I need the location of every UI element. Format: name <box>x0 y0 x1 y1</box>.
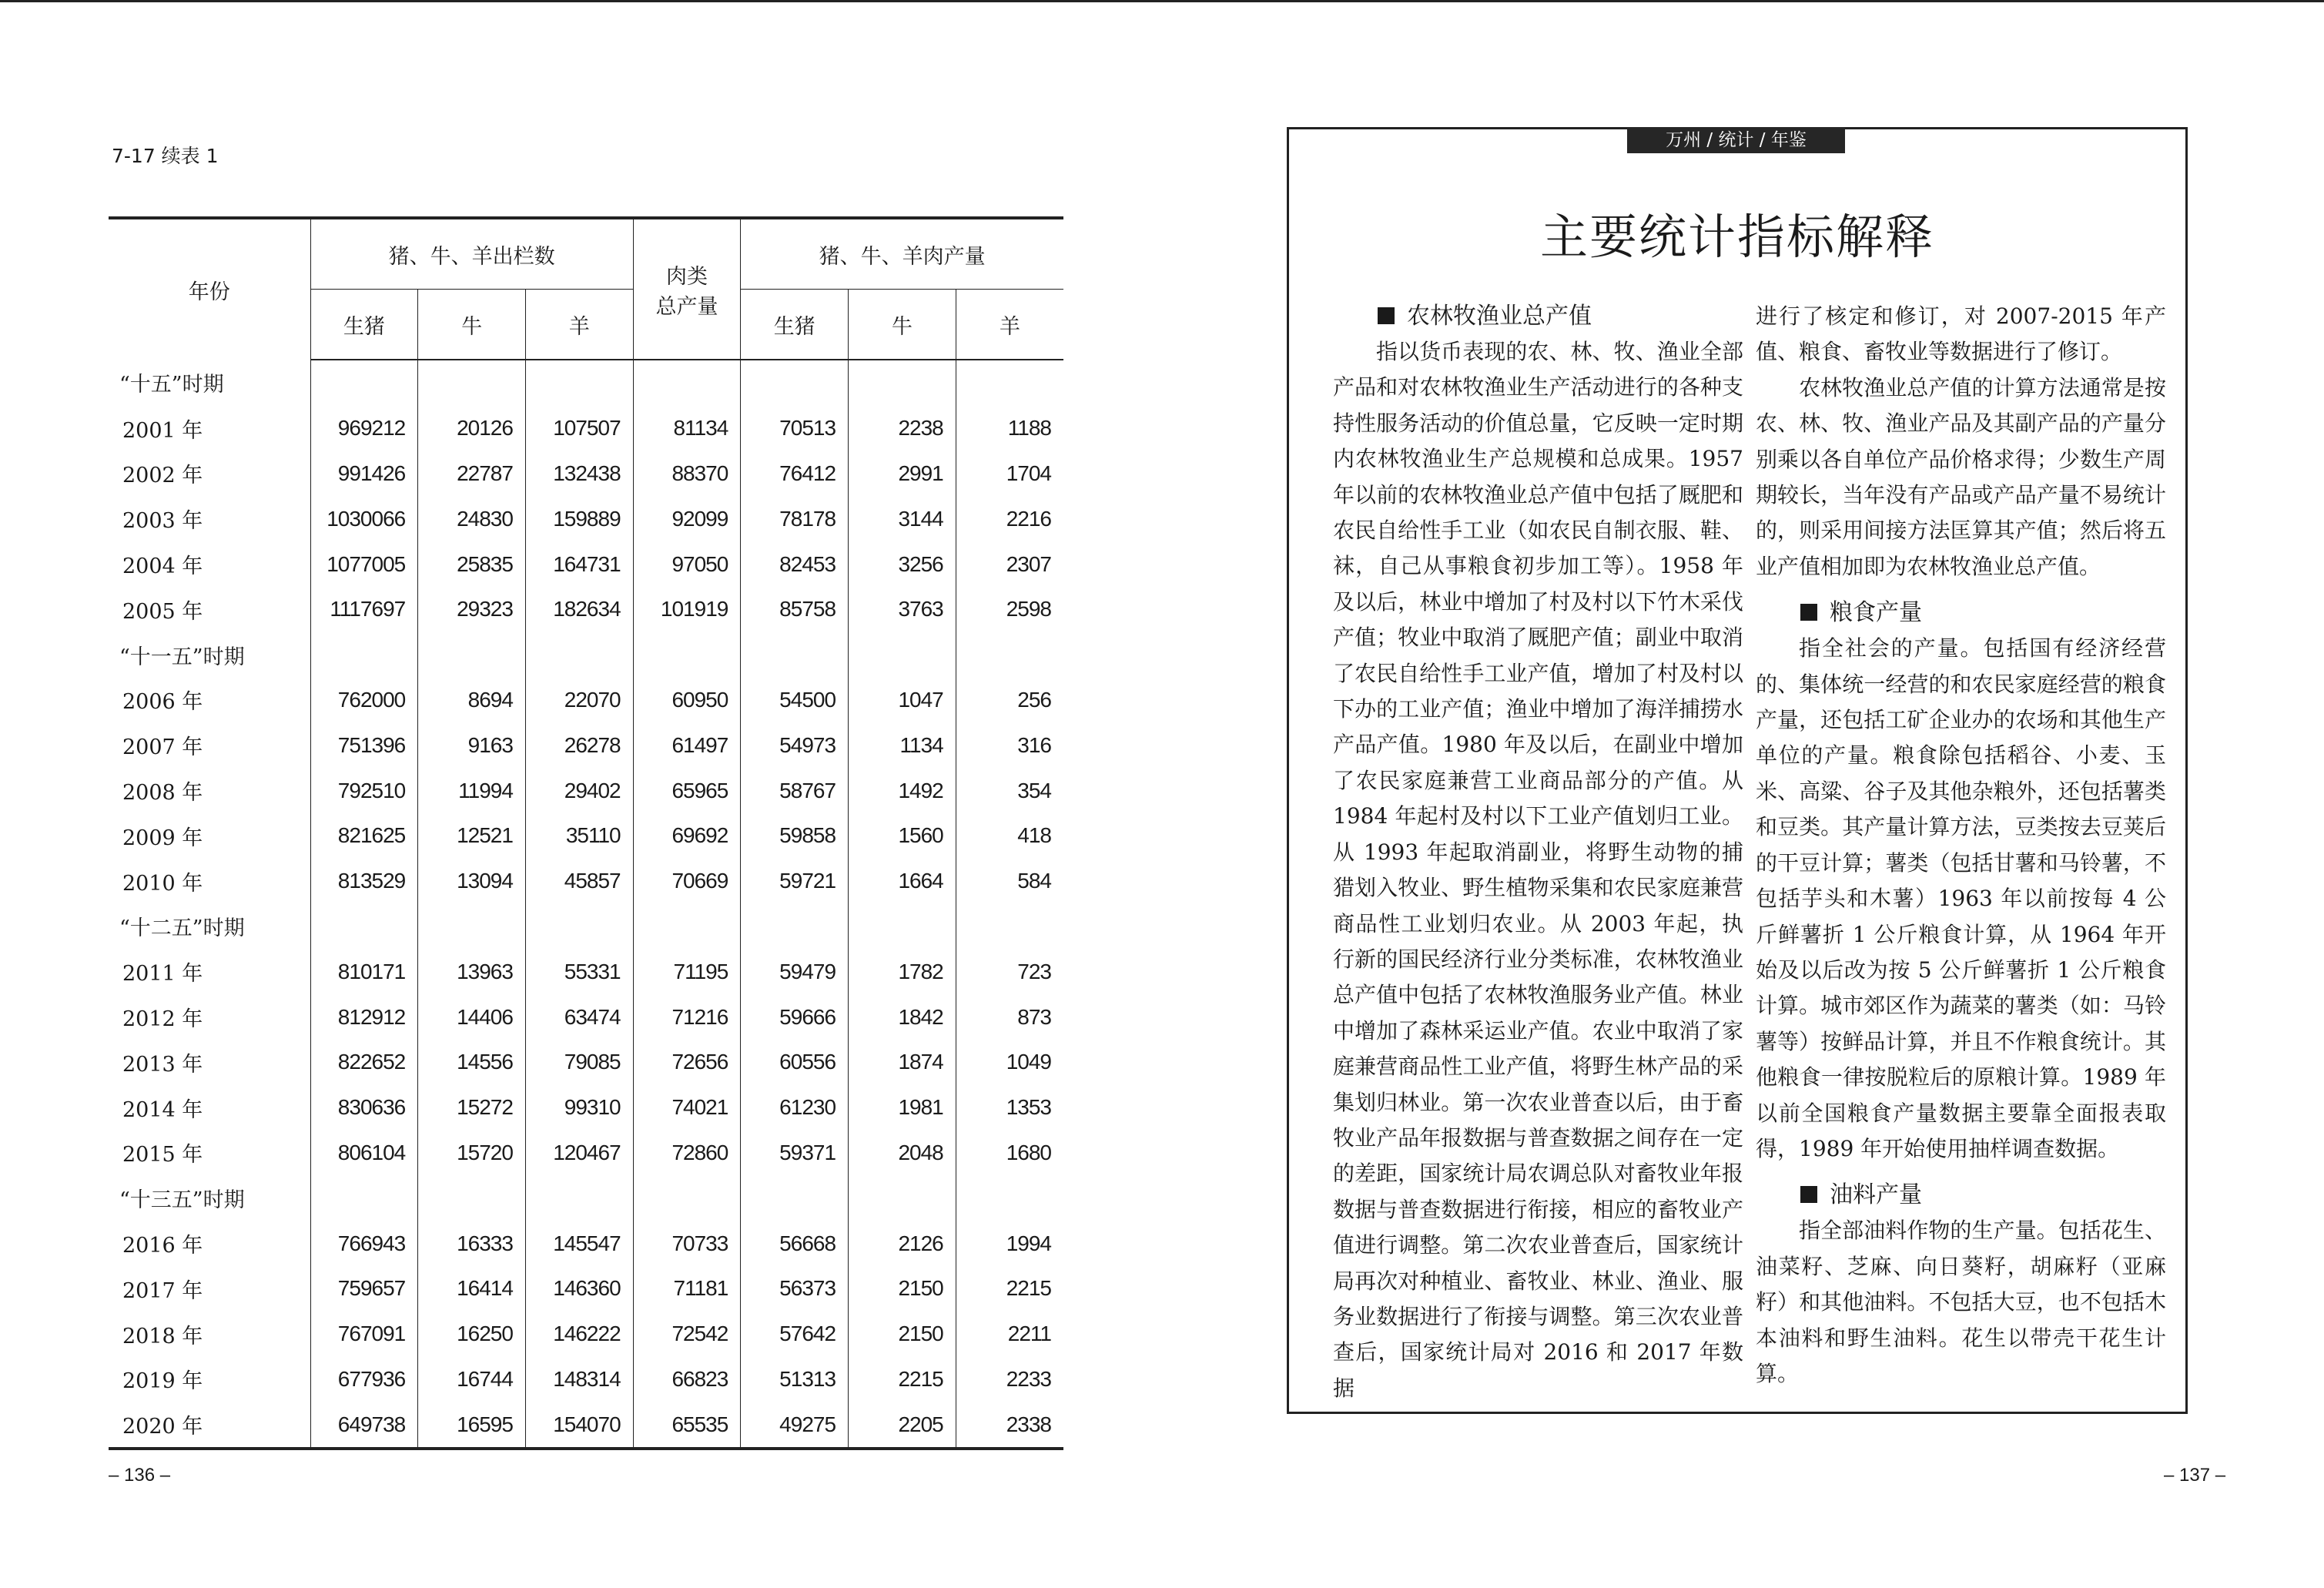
table-cell: 3256 <box>849 541 956 587</box>
table-cell: 20126 <box>418 406 526 451</box>
table-row <box>109 994 1063 1040</box>
table-cell: 51313 <box>741 1357 849 1402</box>
table-cell: 59721 <box>741 859 849 904</box>
paragraph-grain: 指全社会的产量。包括国有经济经营的、集体统一经营的和农民家庭经营的粮食产量，还包括工矿企业办的农场和其他生产单位的产量。粮食除包括稻谷、小麦、玉米、高粱、谷子及其他杂粮外，还包括薯类和豆类。其产量计算方法，豆类按去豆荚后的干豆计算；薯类（包括甘薯和马铃薯，不包括芋头和木薯）1963 年以前按每 4 公斤鲜薯折 1 公斤粮食计算，从 1964 年开始及以后改为按 5 公斤鲜薯折 1 公斤粮食计算。城市郊区作为蔬菜的薯类（如：马铃薯等）按鲜品计算，并且不作粮食统计。其他粮食一律按脱粒后的原粮计算。1989 年以前全国粮食产量数据主要靠全面报表取得，1989 年开始使用抽样调查数据。 <box>1756 635 2166 1161</box>
year-label: 2006 年 <box>122 690 203 715</box>
yearbook-banner: 万州 / 统计 / 年鉴 <box>1627 127 1845 153</box>
table-row <box>109 1085 1063 1131</box>
table-cell: 99310 <box>525 1085 633 1131</box>
text-column-right <box>1756 299 2166 1392</box>
table-cell: 85758 <box>741 587 849 632</box>
table-cell: 2338 <box>956 1402 1063 1449</box>
year-label: 2003 年 <box>122 509 203 534</box>
period-label: “十五”时期 <box>119 373 224 397</box>
table-cell: 60950 <box>633 678 741 723</box>
year-label: 2008 年 <box>122 781 203 806</box>
table-cell: 677936 <box>310 1357 418 1402</box>
empty-cell <box>956 904 1063 950</box>
section-heading-output-value: 农林牧渔业总产值 <box>1333 299 1743 334</box>
table-cell: 56668 <box>741 1221 849 1266</box>
empty-cell <box>956 1175 1063 1221</box>
table-row <box>109 722 1063 768</box>
empty-cell <box>310 360 418 406</box>
year-label: 2018 年 <box>122 1324 203 1348</box>
text-column-left <box>1333 299 1743 1406</box>
table-cell: 49275 <box>741 1402 849 1449</box>
table-cell: 1842 <box>849 994 956 1040</box>
period-label: “十一五”时期 <box>119 645 245 669</box>
table-cell: 182634 <box>525 587 633 632</box>
table-cell: 132438 <box>525 451 633 497</box>
table-cell: 22787 <box>418 451 526 497</box>
table-cell: 16595 <box>418 1402 526 1449</box>
table-cell: 16333 <box>418 1221 526 1266</box>
period-row <box>109 632 1063 678</box>
paragraph-continuation: 进行了核定和修订，对 2007-2015 年产值、粮食、畜牧业等数据进行了修订。 <box>1756 303 2166 365</box>
table-cell: 2215 <box>849 1357 956 1402</box>
table-cell: 97050 <box>633 541 741 587</box>
table-cell: 2150 <box>849 1266 956 1312</box>
table-cell: 1030066 <box>310 496 418 541</box>
table-cell: 830636 <box>310 1085 418 1131</box>
table-cell: 822652 <box>310 1040 418 1085</box>
table-cell: 2215 <box>956 1266 1063 1312</box>
year-label: 2010 年 <box>122 871 203 896</box>
empty-cell <box>310 632 418 678</box>
header-meat-output-group: 猪、牛、羊肉产量 <box>741 218 1063 290</box>
table-cell: 2048 <box>849 1131 956 1176</box>
table-cell: 71195 <box>633 949 741 994</box>
table-cell: 1047 <box>849 678 956 723</box>
empty-cell <box>741 632 849 678</box>
table-row <box>109 496 1063 541</box>
empty-cell <box>418 1175 526 1221</box>
table-cell: 145547 <box>525 1221 633 1266</box>
table-cell: 35110 <box>525 813 633 859</box>
period-row <box>109 1175 1063 1221</box>
table-cell: 1560 <box>849 813 956 859</box>
table-cell: 65535 <box>633 1402 741 1449</box>
table-cell: 154070 <box>525 1402 633 1449</box>
table-cell: 59479 <box>741 949 849 994</box>
section-heading-grain: 粮食产量 <box>1756 595 2166 631</box>
table-cell: 1492 <box>849 768 956 813</box>
year-label: 2002 年 <box>122 464 203 488</box>
table-cell: 107507 <box>525 406 633 451</box>
empty-cell <box>849 632 956 678</box>
table-cell: 2307 <box>956 541 1063 587</box>
empty-cell <box>633 1175 741 1221</box>
table-cell: 1782 <box>849 949 956 994</box>
header-slaughter-group: 猪、牛、羊出栏数 <box>310 218 633 290</box>
table-cell: 65965 <box>633 768 741 813</box>
table-cell: 56373 <box>741 1266 849 1312</box>
table-cell: 767091 <box>310 1312 418 1357</box>
table-cell: 92099 <box>633 496 741 541</box>
page-number-right: – 137 – <box>2164 1465 2226 1486</box>
table-cell: 82453 <box>741 541 849 587</box>
table-cell: 120467 <box>525 1131 633 1176</box>
table-cell: 2211 <box>956 1312 1063 1357</box>
table-cell: 1188 <box>956 406 1063 451</box>
table-row <box>109 1131 1063 1176</box>
table-cell: 148314 <box>525 1357 633 1402</box>
paragraph-output-value: 指以货币表现的农、林、牧、渔业全部产品和对农林牧渔业生产活动进行的各种支持性服务活动的价值总量，它反映一定时期内农林牧渔业生产总规模和总成果。1957 年以前的农林牧渔业总产值中包括了厩肥和农民自给性手工业（如农民自制衣服、鞋、袜，自己从事粮食初步加工等）。1958 年及以后，林业中增加了村及村以下竹木采伐产值；牧业中取消了厩肥产值；副业中取消了农民自给性手工业产值，增加了村及村以下办的工业产值；渔业中增加了海洋捕捞水产品产值。1980 年及以后，在副业中增加了农民家庭兼营工业商品部分的产值。从 1984 年起村及村以下工业产值划归工业。从 1993 年起取消副业，将野生动物的捕猎划入牧业、野生植物采集和农民家庭兼营商品性工业划归农业。从 2003 年起，执行新的国民经济行业分类标准，农林牧渔业总产值中包括了农林牧渔服务业产值。林业中增加了森林采运业产值。农业中取消了家庭兼营商品性工业产值，将野生林产品的采集划归林业。第一次农业普查以后，由于畜牧业产品年报数据与普查数据之间存在一定的差距，国家统计局农调总队对畜牧业年报数据与普查数据进行衔接，相应的畜牧业产值进行调整。第二次农业普查后，国家统计局再次对种植业、畜牧业、林业、渔业、服务业数据进行了衔接与调整。第三次农业普查后，国家统计局对 2016 和 2017 年数据 <box>1333 339 1743 1401</box>
table-cell: 584 <box>956 859 1063 904</box>
table-cell: 70669 <box>633 859 741 904</box>
table-cell: 164731 <box>525 541 633 587</box>
table-cell: 71181 <box>633 1266 741 1312</box>
empty-cell <box>633 632 741 678</box>
table-cell: 12521 <box>418 813 526 859</box>
table-cell: 72542 <box>633 1312 741 1357</box>
table-cell: 71216 <box>633 994 741 1040</box>
table-row <box>109 406 1063 451</box>
empty-cell <box>418 360 526 406</box>
table-cell: 72860 <box>633 1131 741 1176</box>
header-cattle: 牛 <box>418 290 526 360</box>
livestock-table <box>109 216 1063 1450</box>
table-cell: 76412 <box>741 451 849 497</box>
table-cell: 2598 <box>956 587 1063 632</box>
empty-cell <box>525 904 633 950</box>
table-row <box>109 859 1063 904</box>
table-cell: 146360 <box>525 1266 633 1312</box>
period-label: “十三五”时期 <box>119 1188 245 1213</box>
table-row <box>109 1312 1063 1357</box>
table-cell: 15272 <box>418 1085 526 1131</box>
table-cell: 3144 <box>849 496 956 541</box>
table-cell: 16414 <box>418 1266 526 1312</box>
empty-cell <box>633 904 741 950</box>
table-row <box>109 813 1063 859</box>
table-cell: 79085 <box>525 1040 633 1085</box>
table-cell: 55331 <box>525 949 633 994</box>
square-bullet-icon <box>1800 604 1817 621</box>
section-heading-oilseed: 油料产量 <box>1756 1178 2166 1213</box>
table-cell: 1049 <box>956 1040 1063 1085</box>
table-cell: 873 <box>956 994 1063 1040</box>
table-cell: 1117697 <box>310 587 418 632</box>
table-cell: 2216 <box>956 496 1063 541</box>
table-cell: 1680 <box>956 1131 1063 1176</box>
table-cell: 751396 <box>310 722 418 768</box>
paragraph-oilseed: 指全部油料作物的生产量。包括花生、油菜籽、芝麻、向日葵籽，胡麻籽（亚麻籽）和其他油料。不包括大豆，也不包括木本油料和野生油料。花生以带壳干花生计算。 <box>1756 1218 2166 1386</box>
table-cell: 256 <box>956 678 1063 723</box>
year-label: 2012 年 <box>122 1007 203 1032</box>
table-cell: 29402 <box>525 768 633 813</box>
square-bullet-icon <box>1800 1186 1817 1203</box>
table-cell: 806104 <box>310 1131 418 1176</box>
table-cell: 74021 <box>633 1085 741 1131</box>
table-cell: 2126 <box>849 1221 956 1266</box>
table-cell: 969212 <box>310 406 418 451</box>
header-year: 年份 <box>188 280 230 304</box>
year-label: 2011 年 <box>122 962 203 987</box>
table-row <box>109 1357 1063 1402</box>
table-row <box>109 1040 1063 1085</box>
table-cell: 14406 <box>418 994 526 1040</box>
table-cell: 810171 <box>310 949 418 994</box>
period-row <box>109 360 1063 406</box>
year-label: 2020 年 <box>109 1402 310 1449</box>
empty-cell <box>418 632 526 678</box>
table-cell: 759657 <box>310 1266 418 1312</box>
table-cell: 2991 <box>849 451 956 497</box>
year-label: 2019 年 <box>122 1369 203 1394</box>
table-cell: 61497 <box>633 722 741 768</box>
table-row <box>109 1266 1063 1312</box>
year-label: 2014 年 <box>122 1097 203 1122</box>
table-cell: 22070 <box>525 678 633 723</box>
header-cattle-meat: 牛 <box>849 290 956 360</box>
empty-cell <box>418 904 526 950</box>
table-cell: 1353 <box>956 1085 1063 1131</box>
table-cell: 991426 <box>310 451 418 497</box>
header-pig-meat: 生猪 <box>741 290 849 360</box>
top-rule <box>0 0 2324 2</box>
table-cell: 1664 <box>849 859 956 904</box>
table-cell: 146222 <box>525 1312 633 1357</box>
table-cell: 45857 <box>525 859 633 904</box>
year-label: 2015 年 <box>122 1143 203 1168</box>
table-cell: 72656 <box>633 1040 741 1085</box>
empty-cell <box>849 360 956 406</box>
empty-cell <box>741 360 849 406</box>
table-cell: 766943 <box>310 1221 418 1266</box>
empty-cell <box>310 1175 418 1221</box>
period-label: “十二五”时期 <box>119 916 245 941</box>
empty-cell <box>633 360 741 406</box>
table-cell: 88370 <box>633 451 741 497</box>
page-title: 主要统计指标解释 <box>1539 209 1934 265</box>
table-cell: 2238 <box>849 406 956 451</box>
empty-cell <box>956 632 1063 678</box>
table-cell: 2150 <box>849 1312 956 1357</box>
table-cell: 316 <box>956 722 1063 768</box>
table-row <box>109 1221 1063 1266</box>
table-title: 7-17 续表 1 <box>112 145 219 167</box>
table-row <box>109 1402 1063 1449</box>
table-cell: 1134 <box>849 722 956 768</box>
year-label: 2001 年 <box>122 418 203 443</box>
table-cell: 11994 <box>418 768 526 813</box>
table-cell: 13094 <box>418 859 526 904</box>
table-cell: 58767 <box>741 768 849 813</box>
empty-cell <box>525 1175 633 1221</box>
table-cell: 3763 <box>849 587 956 632</box>
table-cell: 812912 <box>310 994 418 1040</box>
header-sheep-meat: 羊 <box>956 290 1063 360</box>
page-number-left: – 136 – <box>109 1465 171 1486</box>
table-cell: 26278 <box>525 722 633 768</box>
table-cell: 54500 <box>741 678 849 723</box>
table-cell: 54973 <box>741 722 849 768</box>
empty-cell <box>741 1175 849 1221</box>
table-cell: 66823 <box>633 1357 741 1402</box>
table-cell: 101919 <box>633 587 741 632</box>
year-label: 2005 年 <box>122 599 203 624</box>
table-cell: 792510 <box>310 768 418 813</box>
table-cell: 69692 <box>633 813 741 859</box>
table-cell: 159889 <box>525 496 633 541</box>
table-cell: 57642 <box>741 1312 849 1357</box>
year-label: 2007 年 <box>122 735 203 760</box>
year-label: 2017 年 <box>122 1278 203 1303</box>
table-cell: 61230 <box>741 1085 849 1131</box>
empty-cell <box>310 904 418 950</box>
header-sheep: 羊 <box>525 290 633 360</box>
table-cell: 13963 <box>418 949 526 994</box>
table-cell: 9163 <box>418 722 526 768</box>
table-cell: 813529 <box>310 859 418 904</box>
table-cell: 14556 <box>418 1040 526 1085</box>
table-cell: 1994 <box>956 1221 1063 1266</box>
header-pig: 生猪 <box>310 290 418 360</box>
table-cell: 821625 <box>310 813 418 859</box>
table-row <box>109 587 1063 632</box>
table-cell: 1981 <box>849 1085 956 1131</box>
table-cell: 59371 <box>741 1131 849 1176</box>
header-meat-total: 肉类 总产量 <box>633 218 741 360</box>
table-cell: 649738 <box>310 1402 418 1449</box>
empty-cell <box>525 632 633 678</box>
table-cell: 2233 <box>956 1357 1063 1402</box>
empty-cell <box>956 360 1063 406</box>
empty-cell <box>849 904 956 950</box>
table-cell: 29323 <box>418 587 526 632</box>
square-bullet-icon <box>1378 307 1395 324</box>
table-cell: 1077005 <box>310 541 418 587</box>
table-cell: 59858 <box>741 813 849 859</box>
table-cell: 1874 <box>849 1040 956 1085</box>
table-cell: 354 <box>956 768 1063 813</box>
table-cell: 16250 <box>418 1312 526 1357</box>
table-cell: 1704 <box>956 451 1063 497</box>
year-label: 2009 年 <box>122 826 203 850</box>
table-cell: 723 <box>956 949 1063 994</box>
table-row <box>109 768 1063 813</box>
table-cell: 63474 <box>525 994 633 1040</box>
paragraph-calculation-method: 农林牧渔业总产值的计算方法通常是按农、林、牧、渔业产品及其副产品的产量分别乘以各自单位产品价格求得；少数生产周期较长，当年没有产品或产品产量不易统计的，则采用间接方法匡算其产值；然后将五业产值相加即为农林牧渔业总产值。 <box>1756 374 2166 579</box>
table-row <box>109 678 1063 723</box>
table-row <box>109 949 1063 994</box>
year-label: 2004 年 <box>122 554 203 579</box>
year-label: 2016 年 <box>122 1234 203 1258</box>
table-cell: 59666 <box>741 994 849 1040</box>
table-cell: 60556 <box>741 1040 849 1085</box>
table-cell: 15720 <box>418 1131 526 1176</box>
table-cell: 81134 <box>633 406 741 451</box>
table-cell: 70513 <box>741 406 849 451</box>
table-cell: 8694 <box>418 678 526 723</box>
period-row <box>109 904 1063 950</box>
year-label: 2013 年 <box>122 1052 203 1077</box>
table-row <box>109 541 1063 587</box>
table-cell: 24830 <box>418 496 526 541</box>
table-body <box>109 360 1063 1449</box>
table-cell: 418 <box>956 813 1063 859</box>
table-cell: 2205 <box>849 1402 956 1449</box>
table-cell: 16744 <box>418 1357 526 1402</box>
table-row <box>109 451 1063 497</box>
empty-cell <box>741 904 849 950</box>
empty-cell <box>525 360 633 406</box>
table-cell: 78178 <box>741 496 849 541</box>
table-cell: 762000 <box>310 678 418 723</box>
table-cell: 70733 <box>633 1221 741 1266</box>
empty-cell <box>849 1175 956 1221</box>
table-cell: 25835 <box>418 541 526 587</box>
